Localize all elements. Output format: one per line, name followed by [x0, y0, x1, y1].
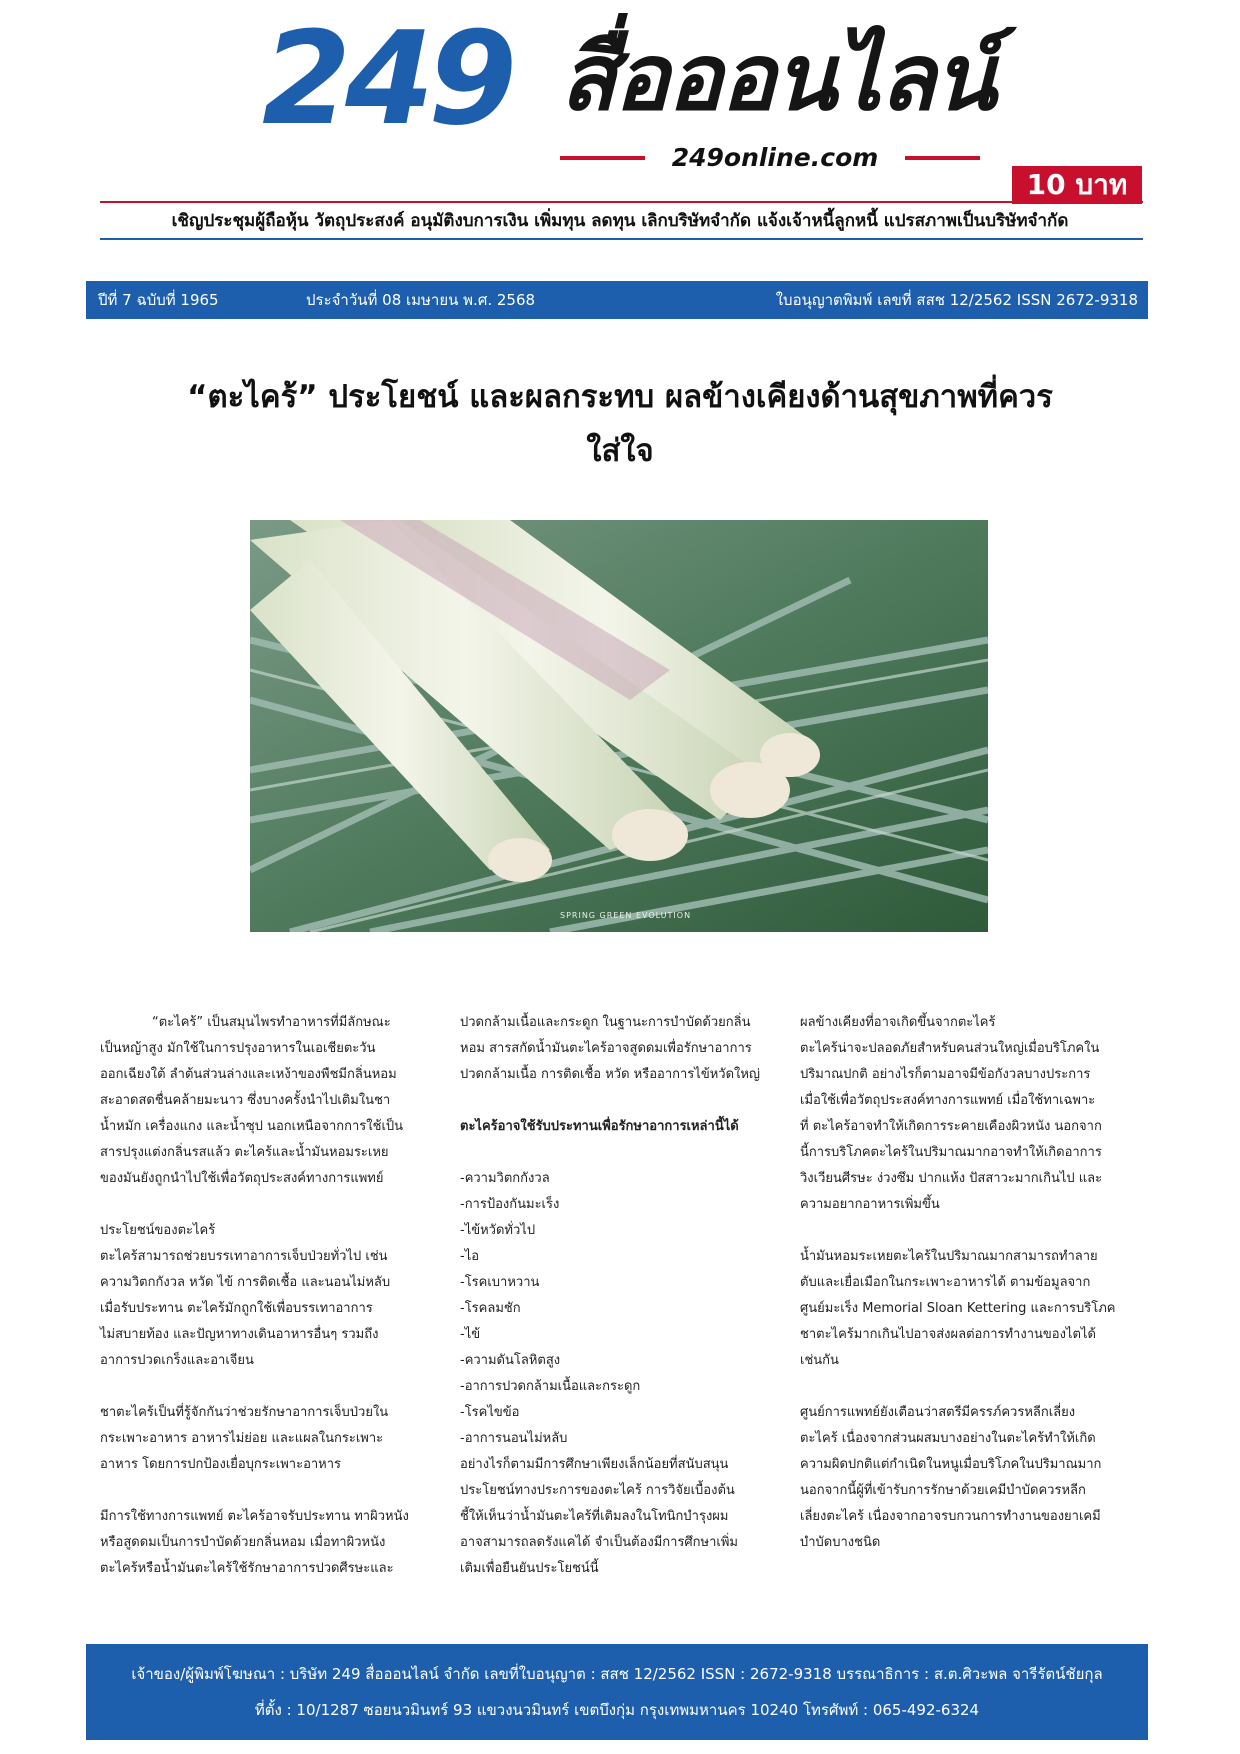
col1-line: “ตะไคร้” เป็นสมุนไพรทำอาหารที่มีลักษณะ [152, 1015, 391, 1030]
col1-subheading: ประโยชน์ของตะไคร้ [100, 1223, 216, 1238]
col2-line: อาจสามารถลดรังแคได้ จำเป็นต้องมีการศึกษาเพิ่ม [460, 1535, 739, 1550]
lemongrass-photo [250, 520, 988, 932]
list-item: -การป้องกันมะเร็ง [460, 1197, 560, 1212]
list-item: -โรคเบาหวาน [460, 1275, 540, 1290]
list-item: -อาการปวดกล้ามเนื้อและกระดูก [460, 1379, 641, 1394]
col1-line: ตะไคร้สามารถช่วยบรรเทาอาการเจ็บป่วยทั่วไป เช่น [100, 1249, 388, 1264]
headline-line-2: ใส่ใจ [586, 433, 654, 469]
col1-line: ออกเฉียงใต้ ลำต้นส่วนล่างและเหง้าของพืชมีกลิ่นหอม [100, 1067, 397, 1082]
col2-line: หอม สารสกัดน้ำมันตะไคร้อาจสูดดมเพื่อรักษาอาการ [460, 1041, 752, 1056]
col1-line: ชาตะไคร้เป็นที่รู้จักกันว่าช่วยรักษาอาการเจ็บป่วยใน [100, 1405, 389, 1420]
col2-line: ชี้ให้เห็นว่าน้ำมันตะไคร้ที่เติมลงในโทนิกบำรุงผม [460, 1509, 729, 1524]
col1-line: หรือสูดดมเป็นการบำบัดด้วยกลิ่นหอม เมื่อทาผิวหนัง [100, 1535, 386, 1550]
photo-caption: SPRING GREEN EVOLUTION [560, 911, 692, 920]
col2-line: ปวดกล้ามเนื้อและกระดูก ในฐานะการบำบัดด้วยกลิ่น [460, 1015, 751, 1030]
list-item: -ความวิตกกังวล [460, 1171, 550, 1186]
lemongrass-illustration [250, 520, 988, 932]
col3-line: บำบัดบางชนิด [800, 1535, 881, 1550]
list-item: -โรคลมชัก [460, 1301, 521, 1316]
issue-date: ประจำวันที่ 08 เมษายน พ.ศ. 2568 [306, 291, 536, 309]
col1-line: สะอาดสดชื่นคล้ายมะนาว ซึ่งบางครั้งนำไปเติมในชา [100, 1093, 391, 1108]
col1-line: อาหาร โดยการปกป้องเยื่อบุกระเพาะอาหาร [100, 1457, 342, 1472]
article-column-1 [100, 1010, 420, 1582]
footer-address-line: ที่ตั้ง : 10/1287 ซอยนวมินทร์ 93 แขวงนวมินทร์ เขตบึงกุ่ม กรุงเทพมหานคร 10240 โทรศัพท์ : 065-492-6324 [254, 1701, 980, 1719]
col1-line: เมื่อรับประทาน ตะไคร้มักถูกใช้เพื่อบรรเทาอาการ [100, 1301, 373, 1316]
col3-line: ผลข้างเคียงที่อาจเกิดขึ้นจากตะไคร้ [800, 1015, 996, 1030]
headline-line-1: “ตะไคร้” ประโยชน์ และผลกระทบ ผลข้างเคียงด้านสุขภาพที่ควร [187, 379, 1053, 415]
col1-line: มีการใช้ทางการแพทย์ ตะไคร้อาจรับประทาน ทาผิวหนัง [100, 1509, 409, 1524]
list-item: -โรคไขข้อ [460, 1405, 520, 1420]
col3-line: ตะไคร้ เนื่องจากส่วนผสมบางอย่างในตะไคร้ทำให้เกิด [800, 1431, 1096, 1446]
col1-line: กระเพาะอาหาร อาหารไม่ย่อย และแผลในกระเพาะ [100, 1431, 384, 1446]
col2-line: ปวดกล้ามเนื้อ การติดเชื้อ หวัด หรืออาการไข้หวัดใหญ่ [460, 1067, 761, 1082]
article-headline [100, 370, 1140, 480]
col1-line: เป็นหญ้าสูง มักใช้ในการปรุงอาหารในเอเชียตะวัน [100, 1041, 376, 1056]
col3-line: นี้การบริโภคตะไคร้ในปริมาณมากอาจทำให้เกิดอาการ [800, 1145, 1102, 1160]
col1-line: สารปรุงแต่งกลิ่นรสแล้ว ตะไคร้และน้ำมันหอมระเหย [100, 1145, 389, 1160]
col3-line: น้ำมันหอมระเหยตะไคร้ในปริมาณมากสามารถทำลาย [800, 1249, 1098, 1264]
list-item: -อาการนอนไม่หลับ [460, 1431, 568, 1446]
list-item: -ไข้ [460, 1327, 481, 1342]
print-license: ใบอนุญาตพิมพ์ เลขที่ สสช 12/2562 ISSN 2672-9318 [775, 291, 1138, 309]
footer-publisher-line: เจ้าของ/ผู้พิมพ์โฆษณา : บริษัท 249 สื่อออนไลน์ จำกัด เลขที่ใบอนุญาต : สสช 12/2562 ISSN : 2672-9318 บรรณาธิการ : ส.ต.ศิวะพล จารีรัตน์ชัยกุล [131, 1665, 1103, 1683]
issue-number: ปีที่ 7 ฉบับที่ 1965 [98, 291, 219, 309]
col3-line: เมื่อใช้เพื่อวัตถุประสงค์ทางการแพทย์ เมื่อใช้ทาเฉพาะ [800, 1093, 1096, 1108]
col3-line: ตับและเยื่อเมือกในกระเพาะอาหารได้ ตามข้อมูลจาก [800, 1275, 1091, 1290]
col3-line: ตะไคร้น่าจะปลอดภัยสำหรับคนส่วนใหญ่เมื่อบริโภคใน [800, 1041, 1100, 1056]
col1-line: ไม่สบายท้อง และปัญหาทางเดินอาหารอื่นๆ รวมถึง [100, 1327, 379, 1342]
col3-line: นอกจากนี้ผู้ที่เข้ารับการรักษาด้วยเคมีบำบัดควรหลีก [800, 1483, 1086, 1498]
col2-line: อย่างไรก็ตามมีการศึกษาเพียงเล็กน้อยที่สนับสนุน [460, 1457, 729, 1472]
article-column-3 [800, 1010, 1120, 1556]
price-badge: 10 บาท [1012, 166, 1142, 204]
col3-line: ความอยากอาหารเพิ่มขึ้น [800, 1197, 940, 1212]
col1-line: ความวิตกกังวล หวัด ไข้ การติดเชื้อ และนอนไม่หลับ [100, 1275, 391, 1290]
col1-line: อาการปวดเกร็งและอาเจียน [100, 1353, 254, 1368]
list-item: -ไอ [460, 1249, 480, 1264]
col3-line: ที่ ตะไคร้อาจทำให้เกิดการระคายเคืองผิวหนัง นอกจาก [800, 1119, 1102, 1134]
col3-line: เช่นกัน [800, 1353, 839, 1368]
col1-line: ตะไคร้หรือน้ำมันตะไคร้ใช้รักษาอาการปวดศีรษะและ [100, 1561, 394, 1576]
publisher-footer [86, 1644, 1148, 1740]
col2-line: เติมเพื่อยืนยันประโยชน์นี้ [460, 1561, 599, 1576]
col1-line: น้ำหมัก เครื่องแกง และน้ำซุป นอกเหนือจากการใช้เป็น [100, 1119, 404, 1134]
issue-info-bar [86, 281, 1148, 319]
logo-domain: 249online.com [645, 140, 905, 176]
col1-line: ของมันยังถูกนำไปใช้เพื่อวัตถุประสงค์ทางการแพทย์ [100, 1171, 384, 1186]
masthead-red-rule [100, 201, 1143, 203]
article-column-2 [460, 1010, 780, 1582]
col3-line: ความผิดปกติแต่กำเนิดในหนูเมื่อบริโภคในปริมาณมาก [800, 1457, 1102, 1472]
col3-line: วิงเวียนศีรษะ ง่วงซึม ปากแห้ง ปัสสาวะมากเกินไป และ [800, 1171, 1103, 1186]
col3-line: ศูนย์การแพทย์ยังเตือนว่าสตรีมีครรภ์ควรหลีกเลี่ยง [800, 1405, 1076, 1420]
masthead-blue-rule [100, 238, 1143, 240]
col3-line: เลี่ยงตะไคร้ เนื่องจากอาจรบกวนการทำงานของยาเคมี [800, 1509, 1101, 1524]
logo-thai-wordmark: สื่อออนไลน์ [560, 24, 995, 131]
col3-line: ชาตะไคร้มากเกินไปอาจส่งผลต่อการทำงานของไตได้ [800, 1327, 1096, 1342]
col2-subheading: ตะไคร้อาจใช้รับประทานเพื่อรักษาอาการเหล่านี้ได้ [460, 1119, 739, 1134]
col3-line: ปริมาณปกติ อย่างไรก็ตามอาจมีข้อกังวลบางประการ [800, 1067, 1091, 1082]
list-item: -ความดันโลหิตสูง [460, 1353, 561, 1368]
col2-line: ประโยชน์ทางประการของตะไคร้ การวิจัยเบื้องต้น [460, 1483, 735, 1498]
masthead-tagline: เชิญประชุมผู้ถือหุ้น วัตถุประสงค์ อนุมัติงบการเงิน เพิ่มทุน ลดทุน เลิกบริษัทจำกัด แจ้งเจ้าหนี้ลูกหนี้ แปรสภาพเป็นบริษัทจำกัด [171, 211, 1069, 231]
col3-line: ศูนย์มะเร็ง Memorial Sloan Kettering และการบริโภค [800, 1301, 1116, 1316]
list-item: -ไข้หวัดทั่วไป [460, 1223, 536, 1238]
logo-number: 249 [262, 5, 512, 154]
